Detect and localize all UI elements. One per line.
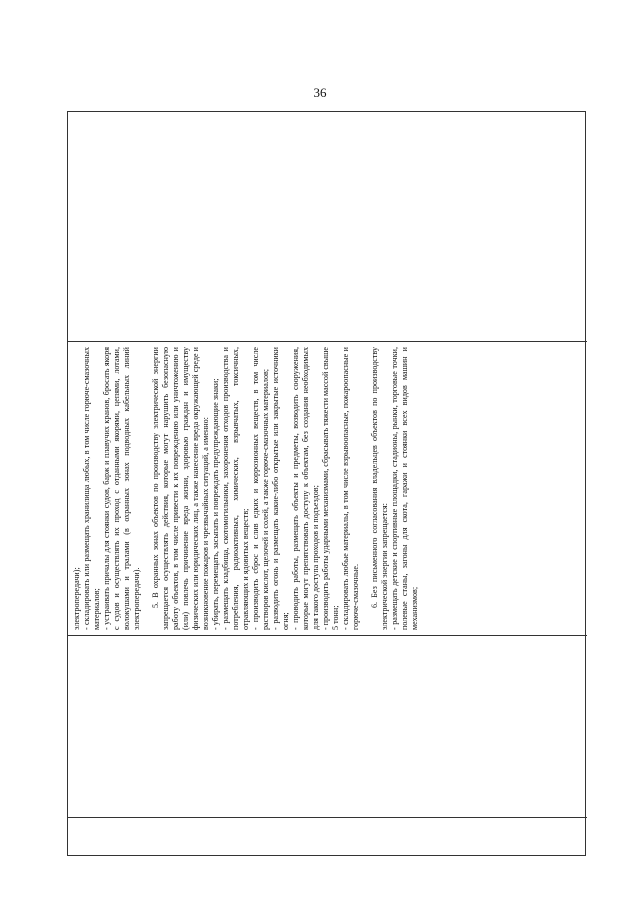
list-item: - производить сброс и слив едких и коррозионных веществ, в том числе растворов кислот, щелочей и солей, а также горюче-смазочных материалов; [251, 347, 270, 630]
list-item: - размещать кладбища, скотомогильники, захоронения отходов производства и потребления, радиоактивных, химических, взрывчатых, токсичных, отравляющих и ядовитых веществ; [221, 347, 250, 630]
paragraph-5-intro: 5. В охранных зонах объектов по производству электрической энергии запрещается осуществлять действия, которые могут нарушить безопасную работу объектов, в том числе привести к их повреждению или уничтожению и (или) повлечь причинение вреда жизни, здоровью граждан и имуществу физических или юридических лиц, а также нанесение вреда окружающей среде и возникновение пожаров и чрезвычайных ситуаций, а именно: [151, 347, 210, 630]
page-number: 36 [313, 85, 327, 100]
text-line: - складировать или размещать хранилища любых, в том числе горюче-смазочных материалов; [82, 347, 101, 630]
list-item: - разводить огонь и размещать какие-либо открытые или закрытые источники огня; [271, 347, 290, 630]
list-item: - размещать детские и спортивные площадки, стадионы, рынки, торговые точки, полевые станы, загоны для скота, гаражи и стоянки всех видов машин и механизмов; [390, 347, 419, 630]
text-line: электропередачи); [72, 567, 81, 630]
list-item: - складировать любые материалы, в том числе взрывоопасные, пожароопасные и горюче-смазочные. [341, 347, 360, 630]
table-column-4 [68, 112, 587, 341]
table-column-1 [68, 817, 587, 857]
table-column-2 [68, 635, 587, 817]
list-item: - проводить работы, размещать объекты и предметы, возводить сооружения, которые могут препятствовать доступу к объектам, без создания необходимых для такого доступа проходов и подъездов; [291, 347, 320, 630]
table-column-text [68, 341, 587, 635]
list-item: - убирать, перемещать, засыпать и повреждать предупреждающие знаки; [211, 378, 220, 630]
rotated-table-body [68, 112, 587, 857]
text-line: - устраивать причалы для стоянки судов, барж и плавучих кранов, бросать якоря с судов и осуществлять их проход с отданными якорями, цепями, лотами, волокушами и тралами (в охранных зонах подводных кабельных линий электропередачи). [102, 347, 141, 630]
list-item: - производить работы ударными механизмами, сбрасывать тяжести массой свыше 5 тонн; [321, 347, 340, 630]
paragraph-6-intro: 6. Без письменного согласования владельцев объектов по производству электрической энергии запрещается: [370, 347, 389, 630]
document-table [67, 111, 586, 856]
